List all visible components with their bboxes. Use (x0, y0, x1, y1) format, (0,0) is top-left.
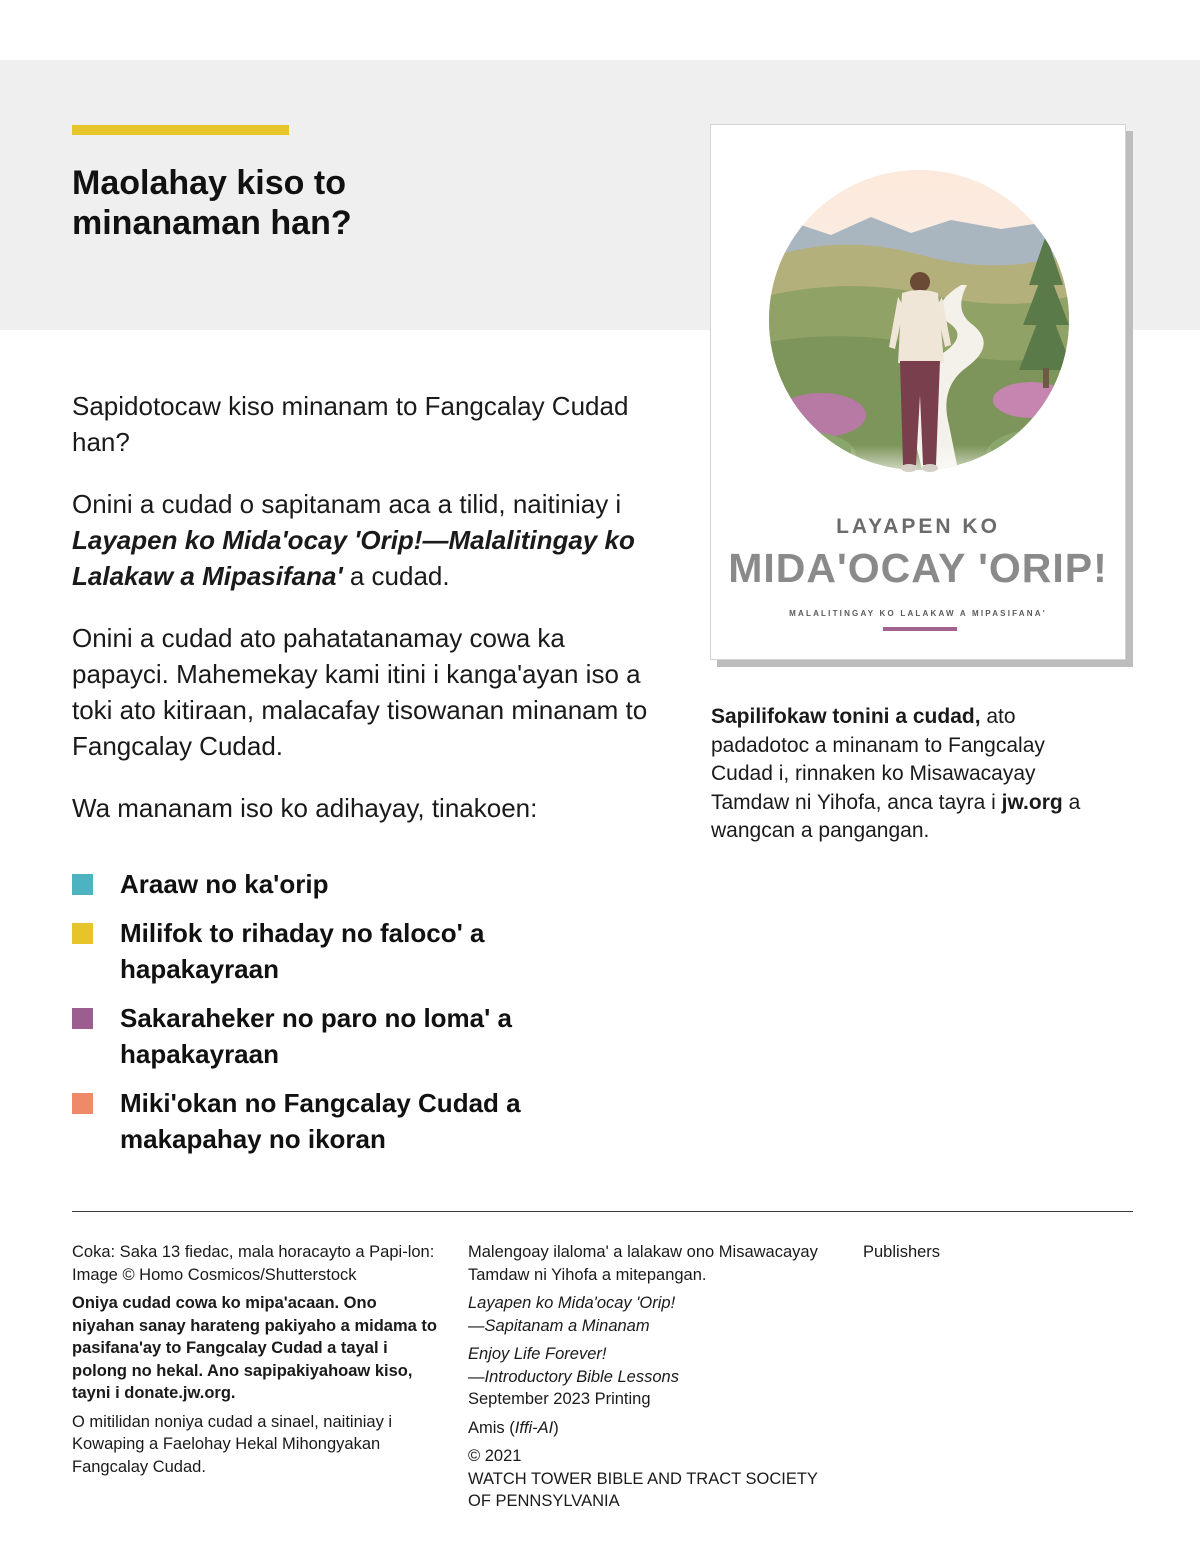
cover-title-line1: LAYAPEN KO (836, 515, 1000, 538)
list-item (72, 1000, 592, 1072)
intro-paragraph (72, 486, 662, 594)
intro-question: Sapidotocaw kiso minanam to Fangcalay Cudad han? (72, 391, 629, 457)
intro-text-end: a cudad. (342, 561, 450, 591)
request-text (711, 703, 1111, 846)
square-bullet-icon (72, 1008, 93, 1029)
square-bullet-icon (72, 923, 93, 944)
language-close: ) (553, 1418, 559, 1437)
cover-title-line2: MIDA'OCAY 'ORIP! (728, 545, 1108, 591)
publisher-name-2: OF PENNSYLVANIA (468, 1492, 620, 1510)
list-item (72, 1085, 592, 1157)
topic-label: Araaw no ka'orip (120, 869, 329, 899)
language-name: Amis ( (468, 1418, 515, 1437)
publisher-notice: Malengoay ilaloma' a lalakaw ono Misawacayay Tamdaw ni Yihofa a mitepangan. (468, 1243, 818, 1284)
book-title: Layapen ko Mida'ocay 'Orip!—Malalitingay ko Lalakaw a Mipasifana' (72, 525, 635, 591)
english-title (468, 1343, 838, 1411)
intro-text: Onini a cudad o sapitanam aca a tilid, naitiniay i (72, 489, 622, 519)
request-lead: Sapilifokaw tonini a cudad, (711, 705, 981, 728)
website-link[interactable]: jw.org (1001, 790, 1063, 814)
footer-column-1 (72, 1241, 437, 1484)
image-credit: Coka: Saka 13 fiedac, mala horacayto a Papi-lon: Image © Homo Cosmicos/Shutterstock (72, 1243, 435, 1284)
copyright-year: © 2021 (468, 1447, 522, 1465)
topic-label: Miki'okan no Fangcalay Cudad a makapahay no ikoran (120, 1088, 521, 1154)
request-body: ato padadotoc a minanam to Fangcalay Cudad i, rinnaken ko Misawacayay Tamdaw ni Yihofa, anca tayra i (711, 705, 1045, 814)
topics-intro: Wa mananam iso ko adihayay, tinakoen: (72, 793, 538, 823)
language-symbol: Iffi-AI (514, 1418, 554, 1437)
english-title-sub: —Introductory Bible Lessons (468, 1367, 679, 1386)
language-code (468, 1417, 838, 1440)
publisher-name-1: WATCH TOWER BIBLE AND TRACT SOCIETY (468, 1469, 818, 1488)
translation-source: O mitilidan noniya cudad a sinael, naitiniay i Kowaping a Faelohay Hekal Mihongyakan Fangcalay Cudad. (72, 1412, 393, 1476)
list-item (72, 915, 592, 987)
local-title (468, 1292, 838, 1337)
local-title-main: Layapen ko Mida'ocay 'Orip! (468, 1294, 676, 1312)
printing-date: September 2023 Printing (468, 1390, 651, 1408)
copyright (468, 1445, 838, 1513)
footer-column-2 (468, 1241, 838, 1519)
page-title: Maolahay kiso to minanaman han? (72, 164, 352, 242)
list-item (72, 866, 592, 902)
cover-illustration (711, 125, 1126, 505)
topic-label: Milifok to rihaday no faloco' a hapakayraan (120, 918, 485, 984)
footer-divider (72, 1211, 1133, 1212)
square-bullet-icon (72, 874, 93, 895)
footer-column-3 (863, 1241, 1063, 1270)
local-title-sub: —Sapitanam a Minanam (468, 1316, 650, 1335)
main-text (72, 388, 662, 852)
brochure-cover (710, 124, 1126, 660)
topic-label: Sakaraheker no paro no loma' a hapakayraan (120, 1003, 512, 1069)
english-title-main: Enjoy Life Forever! (468, 1345, 607, 1363)
square-bullet-icon (72, 1093, 93, 1114)
publishers-label: Publishers (863, 1243, 941, 1261)
request-end: a wangcan a pangangan. (711, 790, 1081, 842)
topic-list (72, 866, 592, 1170)
accent-bar (72, 125, 289, 135)
cover-accent-rule (883, 627, 957, 631)
free-paragraph: Onini a cudad ato pahatatanamay cowa ka papayci. Mahemekay kami itini i kanga'ayan iso a toki ato kitiraan, malacafay tisowanan minanam to Fangcalay Cudad. (72, 623, 648, 761)
cover-subtitle: MALALITINGAY KO LALAKAW A MIPASIFANA' (789, 609, 1047, 618)
donation-notice: Oniya cudad cowa ko mipa'acaan. Ono niyahan sanay harateng pakiyaho a midama to pasifana'ay to Fangcalay Cudad a tayal i polong no hekal. Ano sapipakiyahoaw kiso, tayni i donate.jw.org. (72, 1294, 437, 1402)
